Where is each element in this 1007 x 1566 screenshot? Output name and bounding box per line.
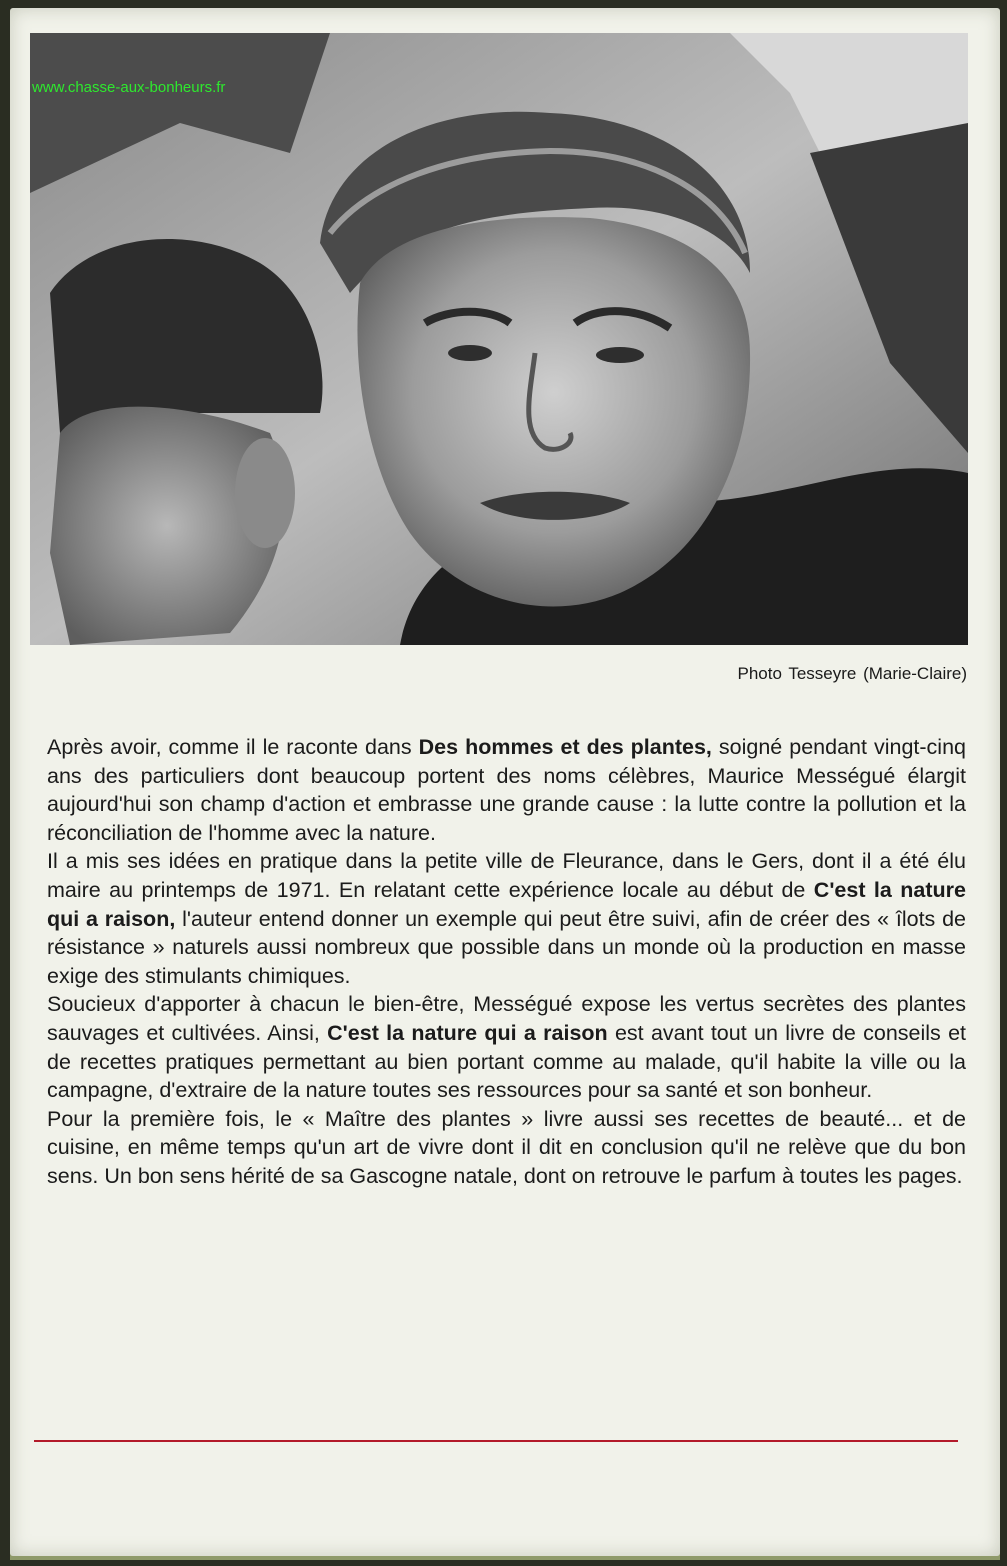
blurb-text	[47, 733, 966, 1191]
paragraph: Pour la première fois, le « Maître des plantes » livre aussi ses recettes de beauté... et de cuisine, en même temps qu'un art de vivre dont il dit en conclusion qu'il ne relève que du bon sens. Un bon sens hérité de sa Gascogne natale, dont on retrouve le parfum à toutes les pages.	[47, 1106, 966, 1188]
photo-credit: Photo Tesseyre (Marie-Claire)	[737, 664, 967, 683]
red-divider-rule	[34, 1440, 958, 1442]
paragraph: Après avoir, comme il le raconte dans Des hommes et des plantes, soigné pendant vingt-cinq ans des particuliers dont beaucoup portent des noms célèbres, Maurice Mességué élargit aujourd'hui son champ d'action et embrasse une grande cause : la lutte contre la pollution et la réconciliation de l'homme avec la nature.	[47, 735, 966, 845]
author-photo	[30, 33, 968, 645]
author-photo-image	[30, 33, 968, 645]
website-watermark: www.chasse-aux-bonheurs.fr	[32, 79, 226, 96]
paragraph: Soucieux d'apporter à chacun le bien-être, Mességué expose les vertus secrètes des plantes sauvages et cultivées. Ainsi, C'est la nature qui a raison est avant tout un livre de conseils et de recettes pratiques permettant au bien portant comme au malade, qu'il habite la ville ou la campagne, d'extraire de la nature toutes ses ressources pour sa santé et son bonheur.	[47, 992, 967, 1103]
paragraph: Il a mis ses idées en pratique dans la petite ville de Fleurance, dans le Gers, dont il a été élu maire au printemps de 1971. En relatant cette expérience locale au début de C'est la nature qui a raison, l'auteur entend donner un exemple qui peut être suivi, afin de créer des « îlots de résistance » naturels aussi nombreux que possible dans un monde où la production en masse exige des stimulants chimiques.	[47, 849, 967, 988]
